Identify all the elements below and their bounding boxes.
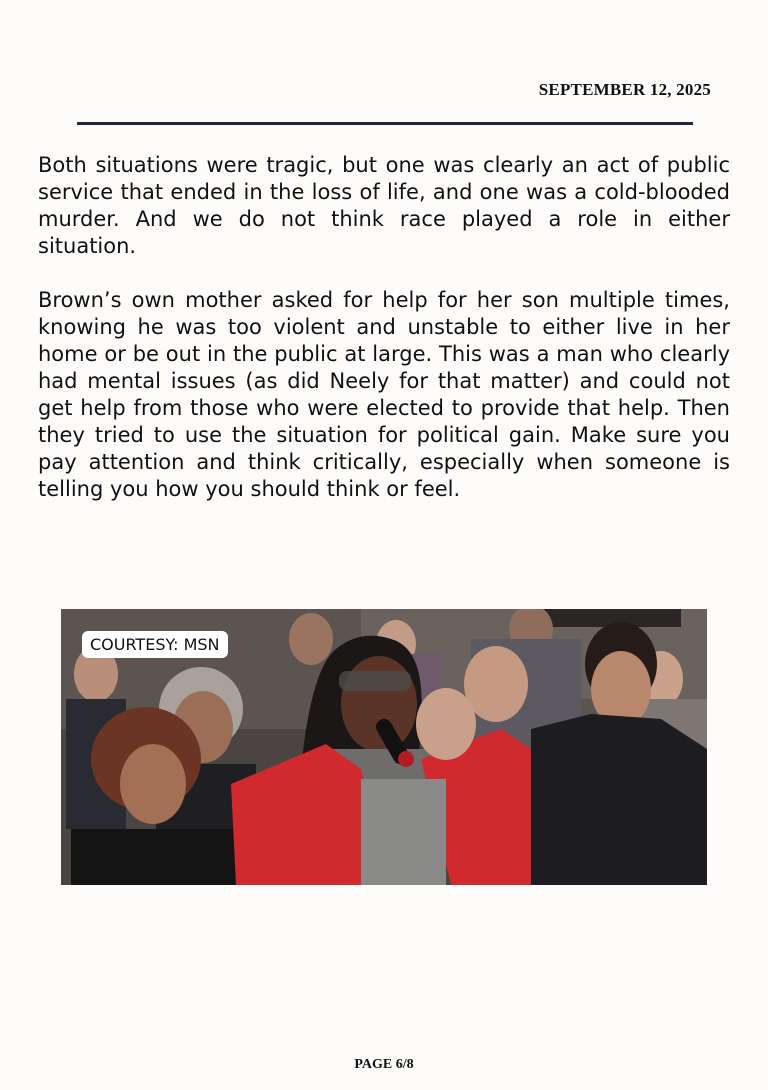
article-date: SEPTEMBER 12, 2025	[538, 80, 711, 99]
header-divider	[77, 122, 693, 125]
paragraph-2: Brown’s own mother asked for help for her son multiple times, knowing he was too violent and unstable to either live in her home or be out in the public at large. This was a man who clearly had mental issues (as did Neely for that matter) and could not get help from those who were elected to provide that help. Then they tried to use the situation for political gain. Make sure you pay attention and think critically, especially when someone is telling you how you should think or feel.	[38, 288, 730, 501]
page-number: PAGE 6/8	[354, 1057, 414, 1072]
article-body	[38, 152, 730, 530]
paragraph-1: Both situations were tragic, but one was clearly an act of public service that ended in the loss of life, and one was a cold-blooded murder. And we do not think race played a role in either situation.	[38, 153, 730, 258]
photo-caption: COURTESY: MSN	[82, 631, 228, 658]
